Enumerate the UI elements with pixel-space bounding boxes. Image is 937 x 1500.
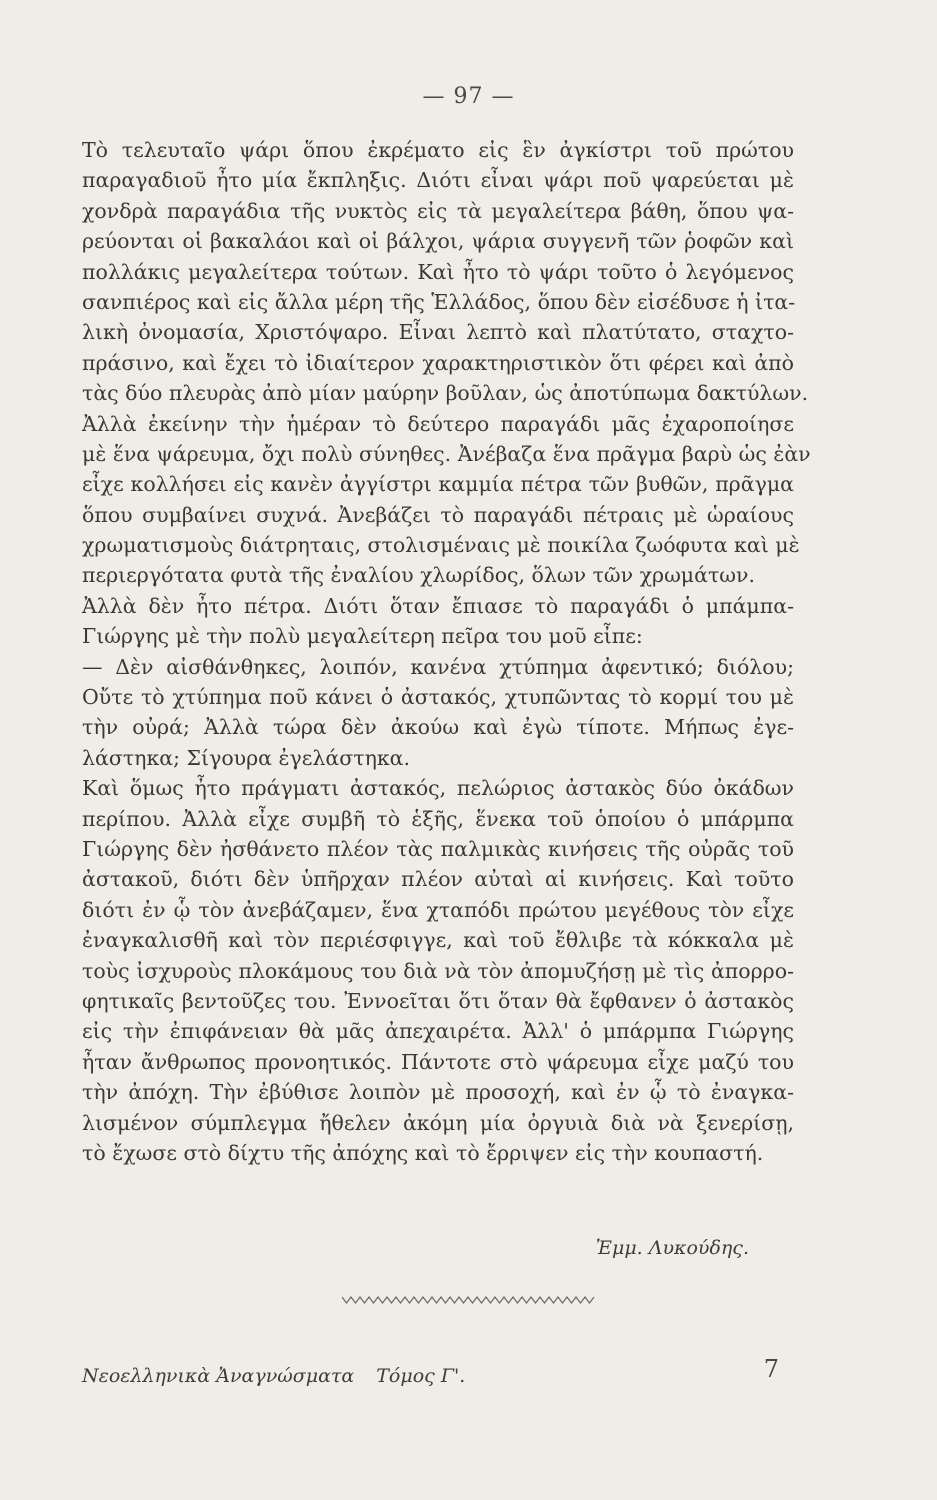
text-line: τοὺς ἰσχυροὺς πλοκάμους του διὰ νὰ τὸν ἀπομυζήσῃ μὲ τὶς ἀπορρο- [82, 958, 794, 983]
text-line: ἐναγκαλισθῆ καὶ τὸν περιέσφιγγε, καὶ τοῦ ἔθλιβε τὰ κόκκαλα μὲ [82, 928, 794, 953]
text-line: Ἀλλὰ δὲν ἦτο πέτρα. Διότι ὅταν ἔπιασε τὸ παραγάδι ὁ μπάμπα- [82, 593, 794, 618]
sheet-number: 7 [763, 1355, 779, 1383]
body-text [82, 135, 811, 1168]
text-line: λισμένον σύμπλεγμα ἤθελεν ἀκόμη μία ὀργυιὰ διὰ νὰ ξενερίσῃ, [82, 1110, 794, 1135]
text-line: παραγαδιοῦ ἦτο μία ἔκπληξις. Διότι εἶναι ψάρι ποῦ ψαρεύεται μὲ [82, 168, 794, 193]
text-line: Τὸ τελευταῖο ψάρι ὅπου ἐκρέματο εἰς ἓν ἀγκίστρι τοῦ πρώτου [82, 138, 794, 162]
author-signature: Ἐμμ. Λυκούδης. [595, 1237, 749, 1259]
text-line: περίπου. Ἀλλὰ εἶχε συμβῆ τὸ ἑξῆς, ἕνεκα τοῦ ὁποίου ὁ μπάρμπα [82, 806, 794, 831]
text-line: λάστηκα; Σίγουρα ἐγελάστηκα. [82, 745, 411, 770]
text-line: μὲ ἕνα ψάρευμα, ὄχι πολὺ σύνηθες. Ἀνέβαζα ἕνα πρᾶγμα βαρὺ ὡς ἐὰν [82, 441, 811, 466]
text-line: ἦταν ἄνθρωπος προνοητικός. Πάντοτε στὸ ψάρευμα εἶχε μαζύ του [82, 1049, 794, 1074]
text-line: Ἀλλὰ ἐκείνην τὴν ἡμέραν τὸ δεύτερο παραγάδι μᾶς ἐχαροποίησε [82, 411, 794, 436]
text-line: Γιώργης μὲ τὴν πολὺ μεγαλείτερη πεῖρα του μοῦ εἶπε: [82, 624, 643, 649]
text-line: σανπιέρος καὶ εἰς ἄλλα μέρη τῆς Ἑλλάδος, ὅπου δὲν εἰσέδυσε ἡ ἰτα- [82, 289, 796, 314]
text-line: τὴν ἀπόχη. Τὴν ἐβύθισε λοιπὸν μὲ προσοχή, καὶ ἐν ᾧ τὸ ἐναγκα- [82, 1080, 794, 1105]
text-line: εἰς τὴν ἐπιφάνειαν θὰ μᾶς ἀπεχαιρέτα. Ἀλλ' ὁ μπάρμπα Γιώργης [82, 1019, 794, 1044]
text-line: Γιώργης δὲν ἠσθάνετο πλέον τὰς παλμικὰς κινήσεις τῆς οὐρᾶς τοῦ [82, 836, 794, 861]
text-line: διότι ἐν ᾧ τὸν ἀνεβάζαμεν, ἕνα χταπόδι πρώτου μεγέθους τὸν εἶχε [82, 897, 794, 922]
text-line: πολλάκις μεγαλείτερα τούτων. Καὶ ἦτο τὸ ψάρι τοῦτο ὁ λεγόμενος [82, 259, 794, 284]
decorative-wavy-rule [342, 1294, 596, 1306]
text-line: λικὴ ὀνομασία, Χριστόψαρο. Εἶναι λεπτὸ καὶ πλατύτατο, σταχτο- [82, 320, 794, 345]
text-line: Καὶ ὅμως ἦτο πράγματι ἀστακός, πελώριος ἀστακὸς δύο ὀκάδων [82, 776, 794, 801]
text-line: Οὔτε τὸ χτύπημα ποῦ κάνει ὁ ἀστακός, χτυπῶντας τὸ κορμί του μὲ [82, 685, 794, 710]
text-line: τὰς δύο πλευρὰς ἀπὸ μίαν μαύρην βοῦλαν, ὡς ἀποτύπωμα δακτύλων. [82, 381, 809, 406]
text-line: φητικαῖς βεντοῦζες του. Ἐννοεῖται ὅτι ὅταν θὰ ἔφθανεν ὁ ἀστακὸς [82, 988, 794, 1013]
text-line: περιεργότατα φυτὰ τῆς ἐναλίου χλωρίδος, ὅλων τῶν χρωμάτων. [82, 563, 756, 588]
text-line: χρωματισμοὺς διάτρηταις, στολισμέναις μὲ ποικίλα ζωόφυτα καὶ μὲ [82, 533, 800, 558]
book-title: Νεοελληνικὰ Ἀναγνώσματα [82, 1365, 355, 1387]
text-line: ὅπου συμβαίνει συχνά. Ἀνεβάζει τὸ παραγάδι πέτραις μὲ ὡραίους [82, 502, 794, 527]
text-line: χονδρὰ παραγάδια τῆς νυκτὸς εἰς τὰ μεγαλείτερα βάθη, ὅπου ψα- [82, 198, 794, 223]
text-line: ρεύονται οἱ βακαλάοι καὶ οἱ βάλχοι, ψάρια συγγενῆ τῶν ῥοφῶν καὶ [82, 229, 794, 254]
footer-book-title [82, 1365, 465, 1387]
text-line: τὴν οὐρά; Ἀλλὰ τώρα δὲν ἀκούω καὶ ἐγὼ τίποτε. Μήπως ἐγε- [82, 715, 794, 740]
text-line: πράσινο, καὶ ἔχει τὸ ἰδιαίτερον χαρακτηριστικὸν ὅτι φέρει καὶ ἀπὸ [82, 350, 794, 375]
tome-label: Τόμος Γ'. [376, 1365, 466, 1387]
text-line: τὸ ἔχωσε στὸ δίχτυ τῆς ἀπόχης καὶ τὸ ἔρριψεν εἰς τὴν κουπαστή. [82, 1140, 764, 1165]
text-line: εἶχε κολλήσει εἰς κανὲν ἀγγίστρι καμμία πέτρα τῶν βυθῶν, πρᾶγμα [82, 472, 794, 497]
page-number: — 97 — [422, 84, 515, 109]
text-line: — Δὲν αἰσθάνθηκες, λοιπόν, κανένα χτύπημα ἀφεντικό; διόλου; [82, 654, 794, 679]
text-line: ἀστακοῦ, διότι δὲν ὑπῆρχαν πλέον αὐταὶ αἱ κινήσεις. Καὶ τοῦτο [82, 867, 794, 892]
